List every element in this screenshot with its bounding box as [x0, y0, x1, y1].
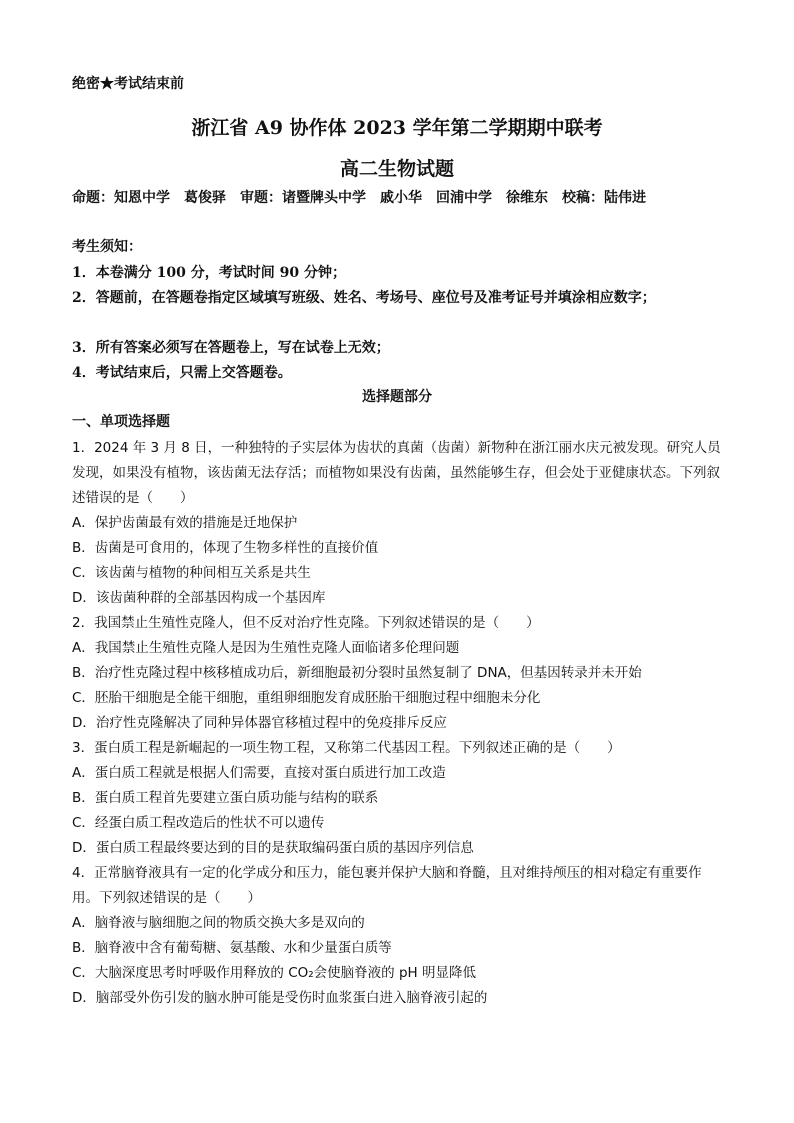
- setters-line: 命题：知恩中学 葛俊驿 审题：诸暨牌头中学 戚小华 回浦中学 徐维东 校稿：陆伟进: [72, 190, 646, 206]
- question-option: B．齿菌是可食用的，体现了生物多样性的直接价值: [72, 540, 379, 556]
- question-option: A．我国禁止生殖性克隆人是因为生殖性克隆人面临诸多伦理问题: [72, 640, 460, 656]
- question-option: D．蛋白质工程最终要达到的目的是获取编码蛋白质的基因序列信息: [72, 840, 474, 856]
- question-stem: 2．我国禁止生殖性克隆人，但不反对治疗性克隆。下列叙述错误的是（ ）: [72, 615, 540, 631]
- question-option: A．保护齿菌最有效的措施是迁地保护: [72, 515, 298, 531]
- confidential-label: 绝密★考试结束前: [72, 76, 184, 92]
- question-option: D．治疗性克隆解决了同种异体器官移植过程中的免疫排斥反应: [72, 715, 447, 731]
- section-title: 选择题部分: [362, 389, 432, 405]
- question-option: C．经蛋白质工程改造后的性状不可以遗传: [72, 815, 325, 831]
- question-option: B．脑脊液中含有葡萄糖、氨基酸、水和少量蛋白质等: [72, 940, 392, 956]
- part-title: 一、单项选择题: [72, 414, 170, 430]
- notes-heading: 考生须知：: [72, 239, 142, 255]
- note-item: 4．考试结束后，只需上交答题卷。: [72, 365, 292, 381]
- question-option: B．蛋白质工程首先要建立蛋白质功能与结构的联系: [72, 790, 379, 806]
- question-stem: 4．正常脑脊液具有一定的化学成分和压力，能包裹并保护大脑和脊髓，且对维持颅压的相对稳定有重要作用。下列叙述错误的是（ ）: [72, 865, 702, 906]
- note-item: 3．所有答案必须写在答题卷上，写在试卷上无效；: [72, 340, 390, 356]
- question-option: C．该齿菌与植物的种间相互关系是共生: [72, 565, 311, 581]
- question-stem: 1．2024 年 3 月 8 日，一种独特的子实层体为齿状的真菌（齿菌）新物种在浙江丽水庆元被发现。研究人员发现，如果没有植物，该齿菌无法存活；而植物如果没有齿菌，虽然能够生存，但会处于亚健康状态。下列叙述错误的是（ ）: [72, 440, 721, 506]
- question-option: B．治疗性克隆过程中核移植成功后，新细胞最初分裂时虽然复制了 DNA，但基因转录并未开始: [72, 665, 642, 681]
- question-option: A．脑脊液与脑细胞之间的物质交换大多是双向的: [72, 915, 365, 931]
- question-option: C．大脑深度思考时呼吸作用释放的 CO₂会使脑脊液的 pH 明显降低: [72, 965, 476, 981]
- question-option: D．脑部受外伤引发的脑水肿可能是受伤时血浆蛋白进入脑脊液引起的: [72, 990, 488, 1006]
- exam-subtitle: 高二生物试题: [339, 158, 454, 180]
- question-stem: 3．蛋白质工程是新崛起的一项生物工程，又称第二代基因工程。下列叙述正确的是（ ）: [72, 740, 621, 756]
- question-option: D．该齿菌种群的全部基因构成一个基因库: [72, 590, 326, 606]
- question-option: A．蛋白质工程就是根据人们需要，直接对蛋白质进行加工改造: [72, 765, 446, 781]
- question-option: C．胚胎干细胞是全能干细胞，重组卵细胞发育成胚胎干细胞过程中细胞未分化: [72, 690, 541, 706]
- note-item: 2．答题前，在答题卷指定区域填写班级、姓名、考场号、座位号及准考证号并填涂相应数字；: [72, 290, 656, 306]
- note-item: 1．本卷满分 100 分，考试时间 90 分钟；: [72, 265, 346, 281]
- exam-title: 浙江省 A9 协作体 2023 学年第二学期期中联考: [191, 117, 603, 139]
